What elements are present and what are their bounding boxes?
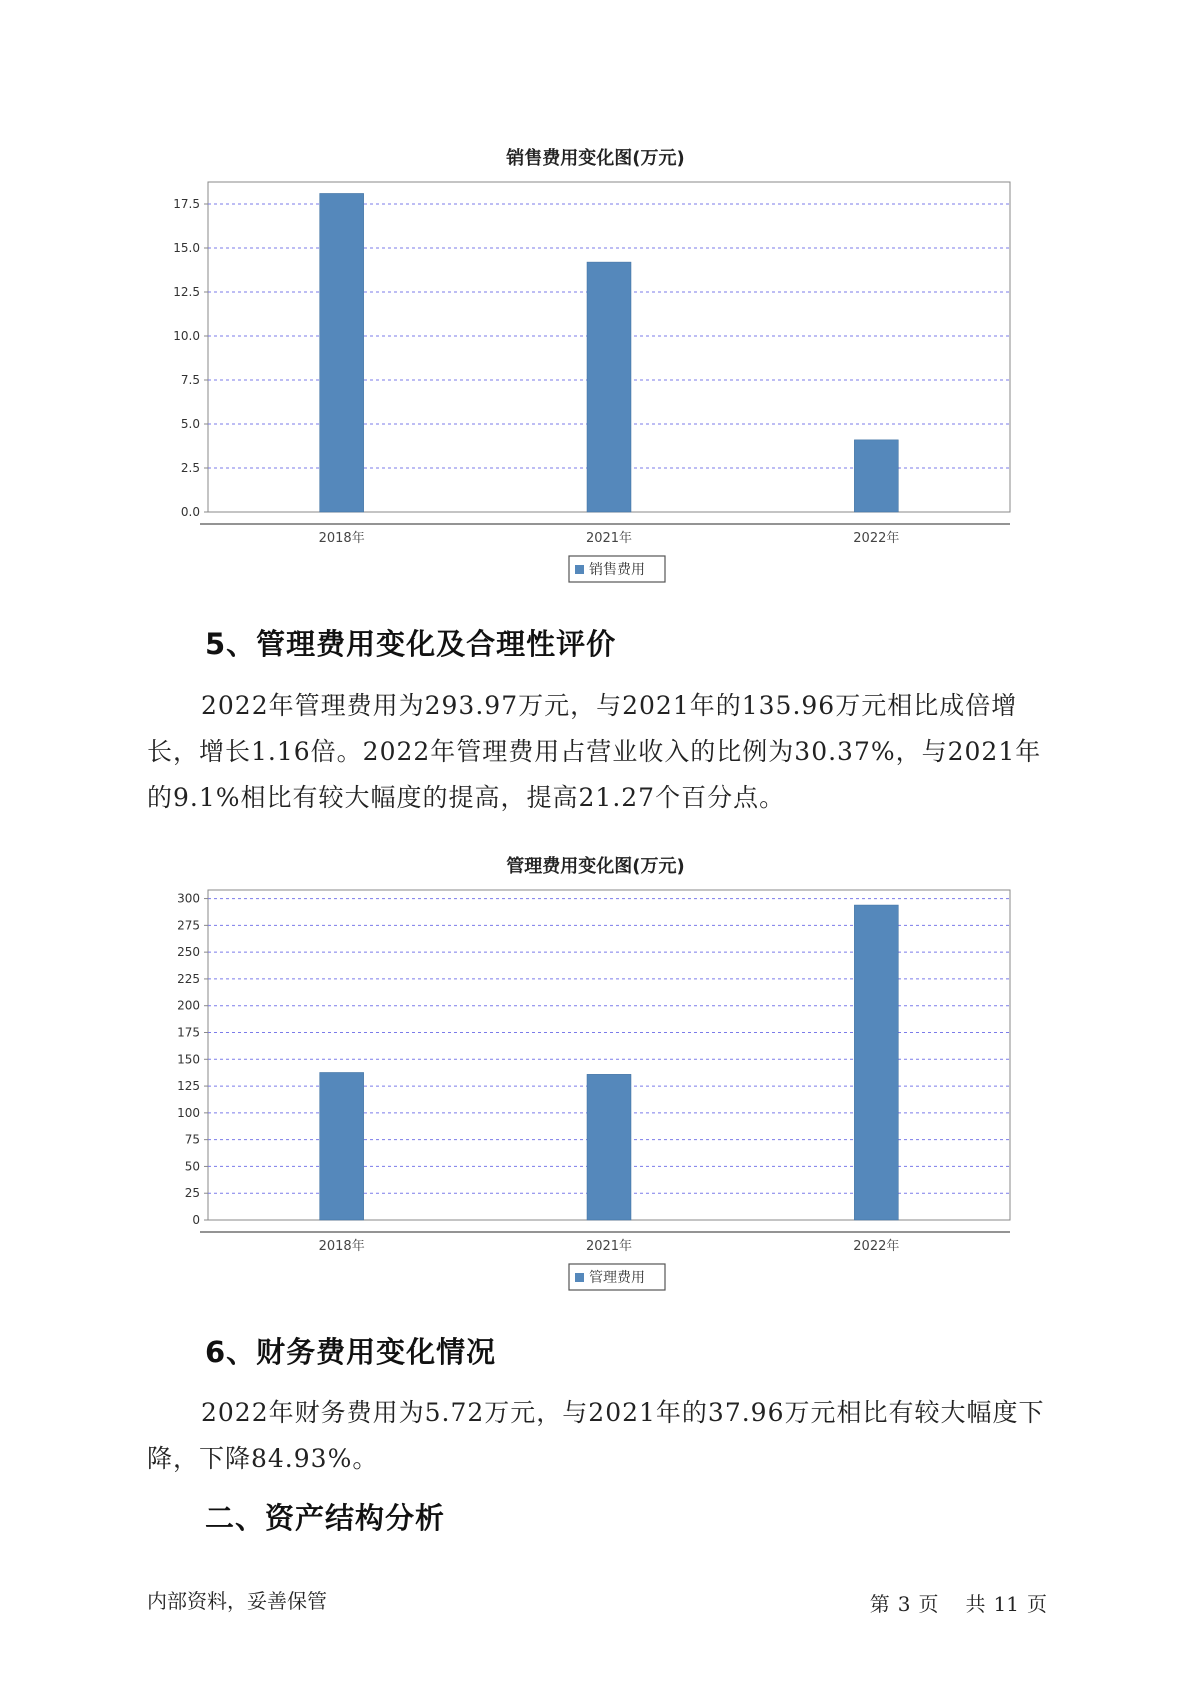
y-tick-label: 200 (177, 998, 200, 1013)
y-tick-label: 0 (192, 1213, 200, 1227)
bar (854, 440, 898, 512)
legend-label: 销售费用 (589, 562, 645, 578)
footer-confidential-note: 内部资料，妥善保管 (147, 1589, 327, 1613)
y-tick-label: 150 (177, 1052, 200, 1067)
legend-swatch (575, 1273, 584, 1282)
y-tick-label: 175 (177, 1025, 200, 1040)
total-prefix: 共 (965, 1592, 986, 1616)
bar (854, 905, 898, 1220)
chart-title: 管理费用变化图(万元) (506, 856, 685, 877)
bar (587, 262, 631, 512)
y-tick-label: 17.5 (173, 197, 200, 211)
chart-title: 销售费用变化图(万元) (506, 148, 685, 169)
sales-expense-chart-svg (0, 168, 1191, 608)
y-tick-label: 7.5 (180, 373, 200, 387)
x-tick-label: 2018年 (318, 1239, 365, 1254)
page-prefix: 第 (869, 1592, 890, 1616)
bar (320, 193, 364, 512)
y-tick-label: 125 (177, 1079, 200, 1094)
x-tick-label: 2022年 (853, 531, 900, 546)
section-5-paragraph: 2022年管理费用为293.97万元，与2021年的135.96万元相比成倍增长，增长1.16倍。2022年管理费用占营业收入的比例为30.37%，与2021年的9.1%相比有较大幅度的提高，提高21.27个百分点。 (147, 691, 1042, 812)
legend-swatch (575, 565, 584, 574)
y-tick-label: 15.0 (173, 241, 200, 255)
page-number: 3 (897, 1592, 911, 1616)
y-tick-label: 2.5 (180, 461, 200, 475)
x-tick-label: 2021年 (585, 1239, 633, 1254)
total-unit: 页 (1027, 1592, 1047, 1616)
y-tick-label: 10.0 (173, 329, 200, 343)
y-tick-label: 75 (184, 1132, 200, 1147)
total-pages: 11 (993, 1592, 1019, 1616)
y-tick-label: 12.5 (173, 285, 200, 299)
y-tick-label: 275 (177, 918, 200, 933)
x-tick-label: 2018年 (318, 531, 365, 546)
admin-expense-chart-svg (0, 876, 1191, 1316)
x-tick-label: 2021年 (585, 531, 633, 546)
section-6-paragraph: 2022年财务费用为5.72万元，与2021年的37.96万元相比有较大幅度下降，下降84.93%。 (147, 1398, 1045, 1473)
sales-expense-chart (0, 140, 1191, 600)
y-tick-label: 225 (177, 971, 200, 986)
x-tick-label: 2022年 (853, 1239, 900, 1254)
y-tick-label: 250 (177, 945, 200, 960)
section-5-heading: 5、管理费用变化及合理性评价 (205, 627, 617, 661)
bar (587, 1074, 631, 1220)
footer-page-info (866, 1588, 1051, 1617)
legend-label: 管理费用 (589, 1270, 645, 1286)
bar (320, 1072, 364, 1220)
section-two-heading: 二、资产结构分析 (205, 1501, 446, 1535)
y-tick-label: 25 (184, 1186, 200, 1201)
page-unit: 页 (918, 1592, 939, 1616)
y-tick-label: 100 (177, 1105, 200, 1120)
y-tick-label: 300 (177, 891, 200, 906)
y-tick-label: 5.0 (180, 417, 200, 431)
y-tick-label: 50 (184, 1159, 200, 1174)
section-6-heading: 6、财务费用变化情况 (205, 1335, 497, 1369)
y-tick-label: 0.0 (180, 505, 200, 519)
admin-expense-chart (0, 848, 1191, 1308)
